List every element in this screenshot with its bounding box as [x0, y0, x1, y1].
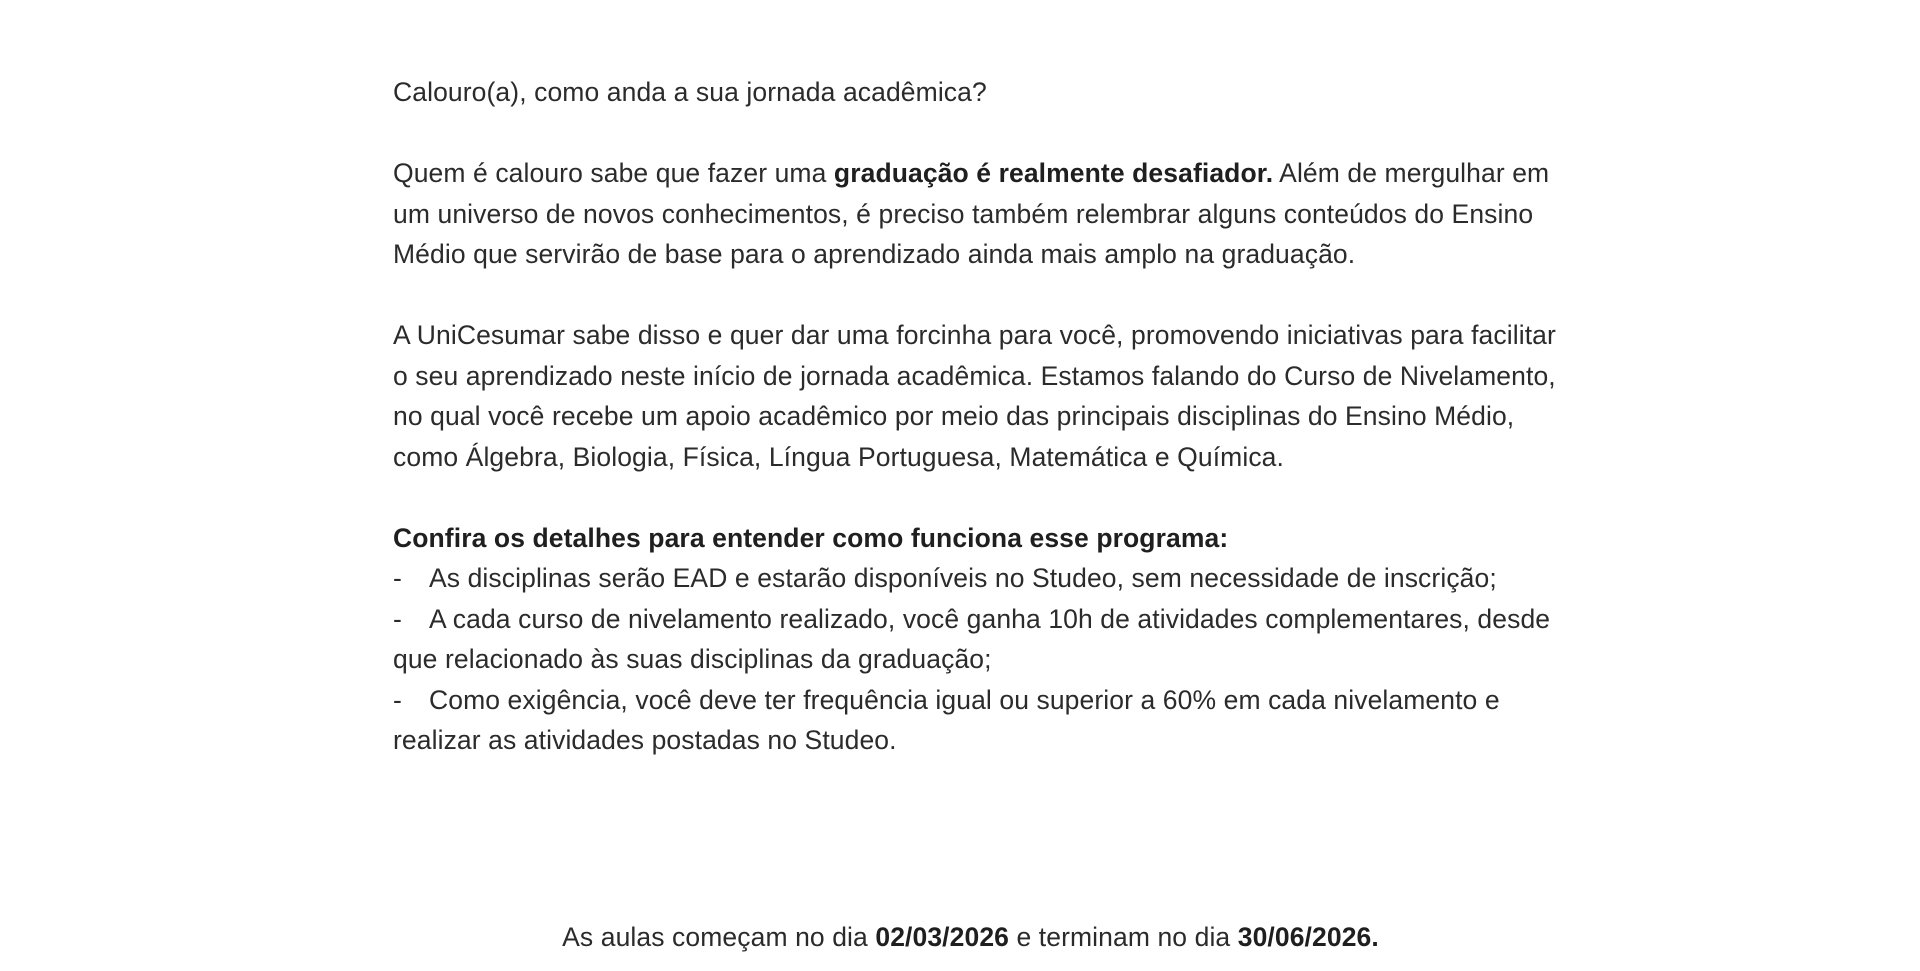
- bullet-dash: -: [393, 603, 402, 634]
- article-body: [393, 72, 1563, 761]
- about-paragraph: A UniCesumar sabe disso e quer dar uma forcinha para você, promovendo iniciativas para facilitar o seu aprendizado neste início de jornada acadêmica. Estamos falando do Curso de Nivelamento, no qual você recebe um apoio acadêmico por meio das principais disciplinas do Ensino Médio, como Álgebra, Biologia, Física, Língua Portuguesa, Matemática e Química.: [393, 320, 1556, 472]
- end-date: 30/06/2026.: [1237, 922, 1379, 952]
- intro-text-end: Além de mergulhar em um universo de novos conhecimentos, é preciso também relembrar alguns conteúdos do Ensino Médio que servirão de base para o aprendizado ainda mais amplo na graduação.: [393, 158, 1550, 269]
- bullet-dash: -: [393, 563, 402, 593]
- start-date: 02/03/2026: [875, 922, 1009, 952]
- intro-highlight: graduação é realmente desafiador.: [833, 158, 1274, 188]
- intro-paragraph: [393, 153, 1563, 275]
- dates-line: [393, 917, 1548, 958]
- details-item-text: As disciplinas serão EAD e estarão disponíveis no Studeo, sem necessidade de inscrição;: [429, 563, 1497, 593]
- details-heading: Confira os detalhes para entender como funciona esse programa:: [393, 522, 1229, 553]
- details-section: [393, 518, 1563, 761]
- details-item: [393, 558, 1563, 599]
- bullet-dash: -: [393, 684, 402, 715]
- details-item: [393, 680, 1563, 761]
- details-item-text: A cada curso de nivelamento realizado, você ganha 10h de atividades complementares, desde que relacionado às suas disciplinas da graduação;: [393, 603, 1551, 674]
- dates-text-middle: e terminam no dia: [1009, 922, 1238, 952]
- dates-text-start: As aulas começam no dia: [562, 922, 876, 952]
- intro-text-start: Quem é calouro sabe que fazer uma: [393, 158, 834, 188]
- greeting-text: Calouro(a), como anda a sua jornada acadêmica?: [393, 77, 987, 107]
- details-item-text: Como exigência, você deve ter frequência igual ou superior a 60% em cada nivelamento e realizar as atividades postadas no Studeo.: [393, 684, 1500, 755]
- details-item: [393, 599, 1563, 680]
